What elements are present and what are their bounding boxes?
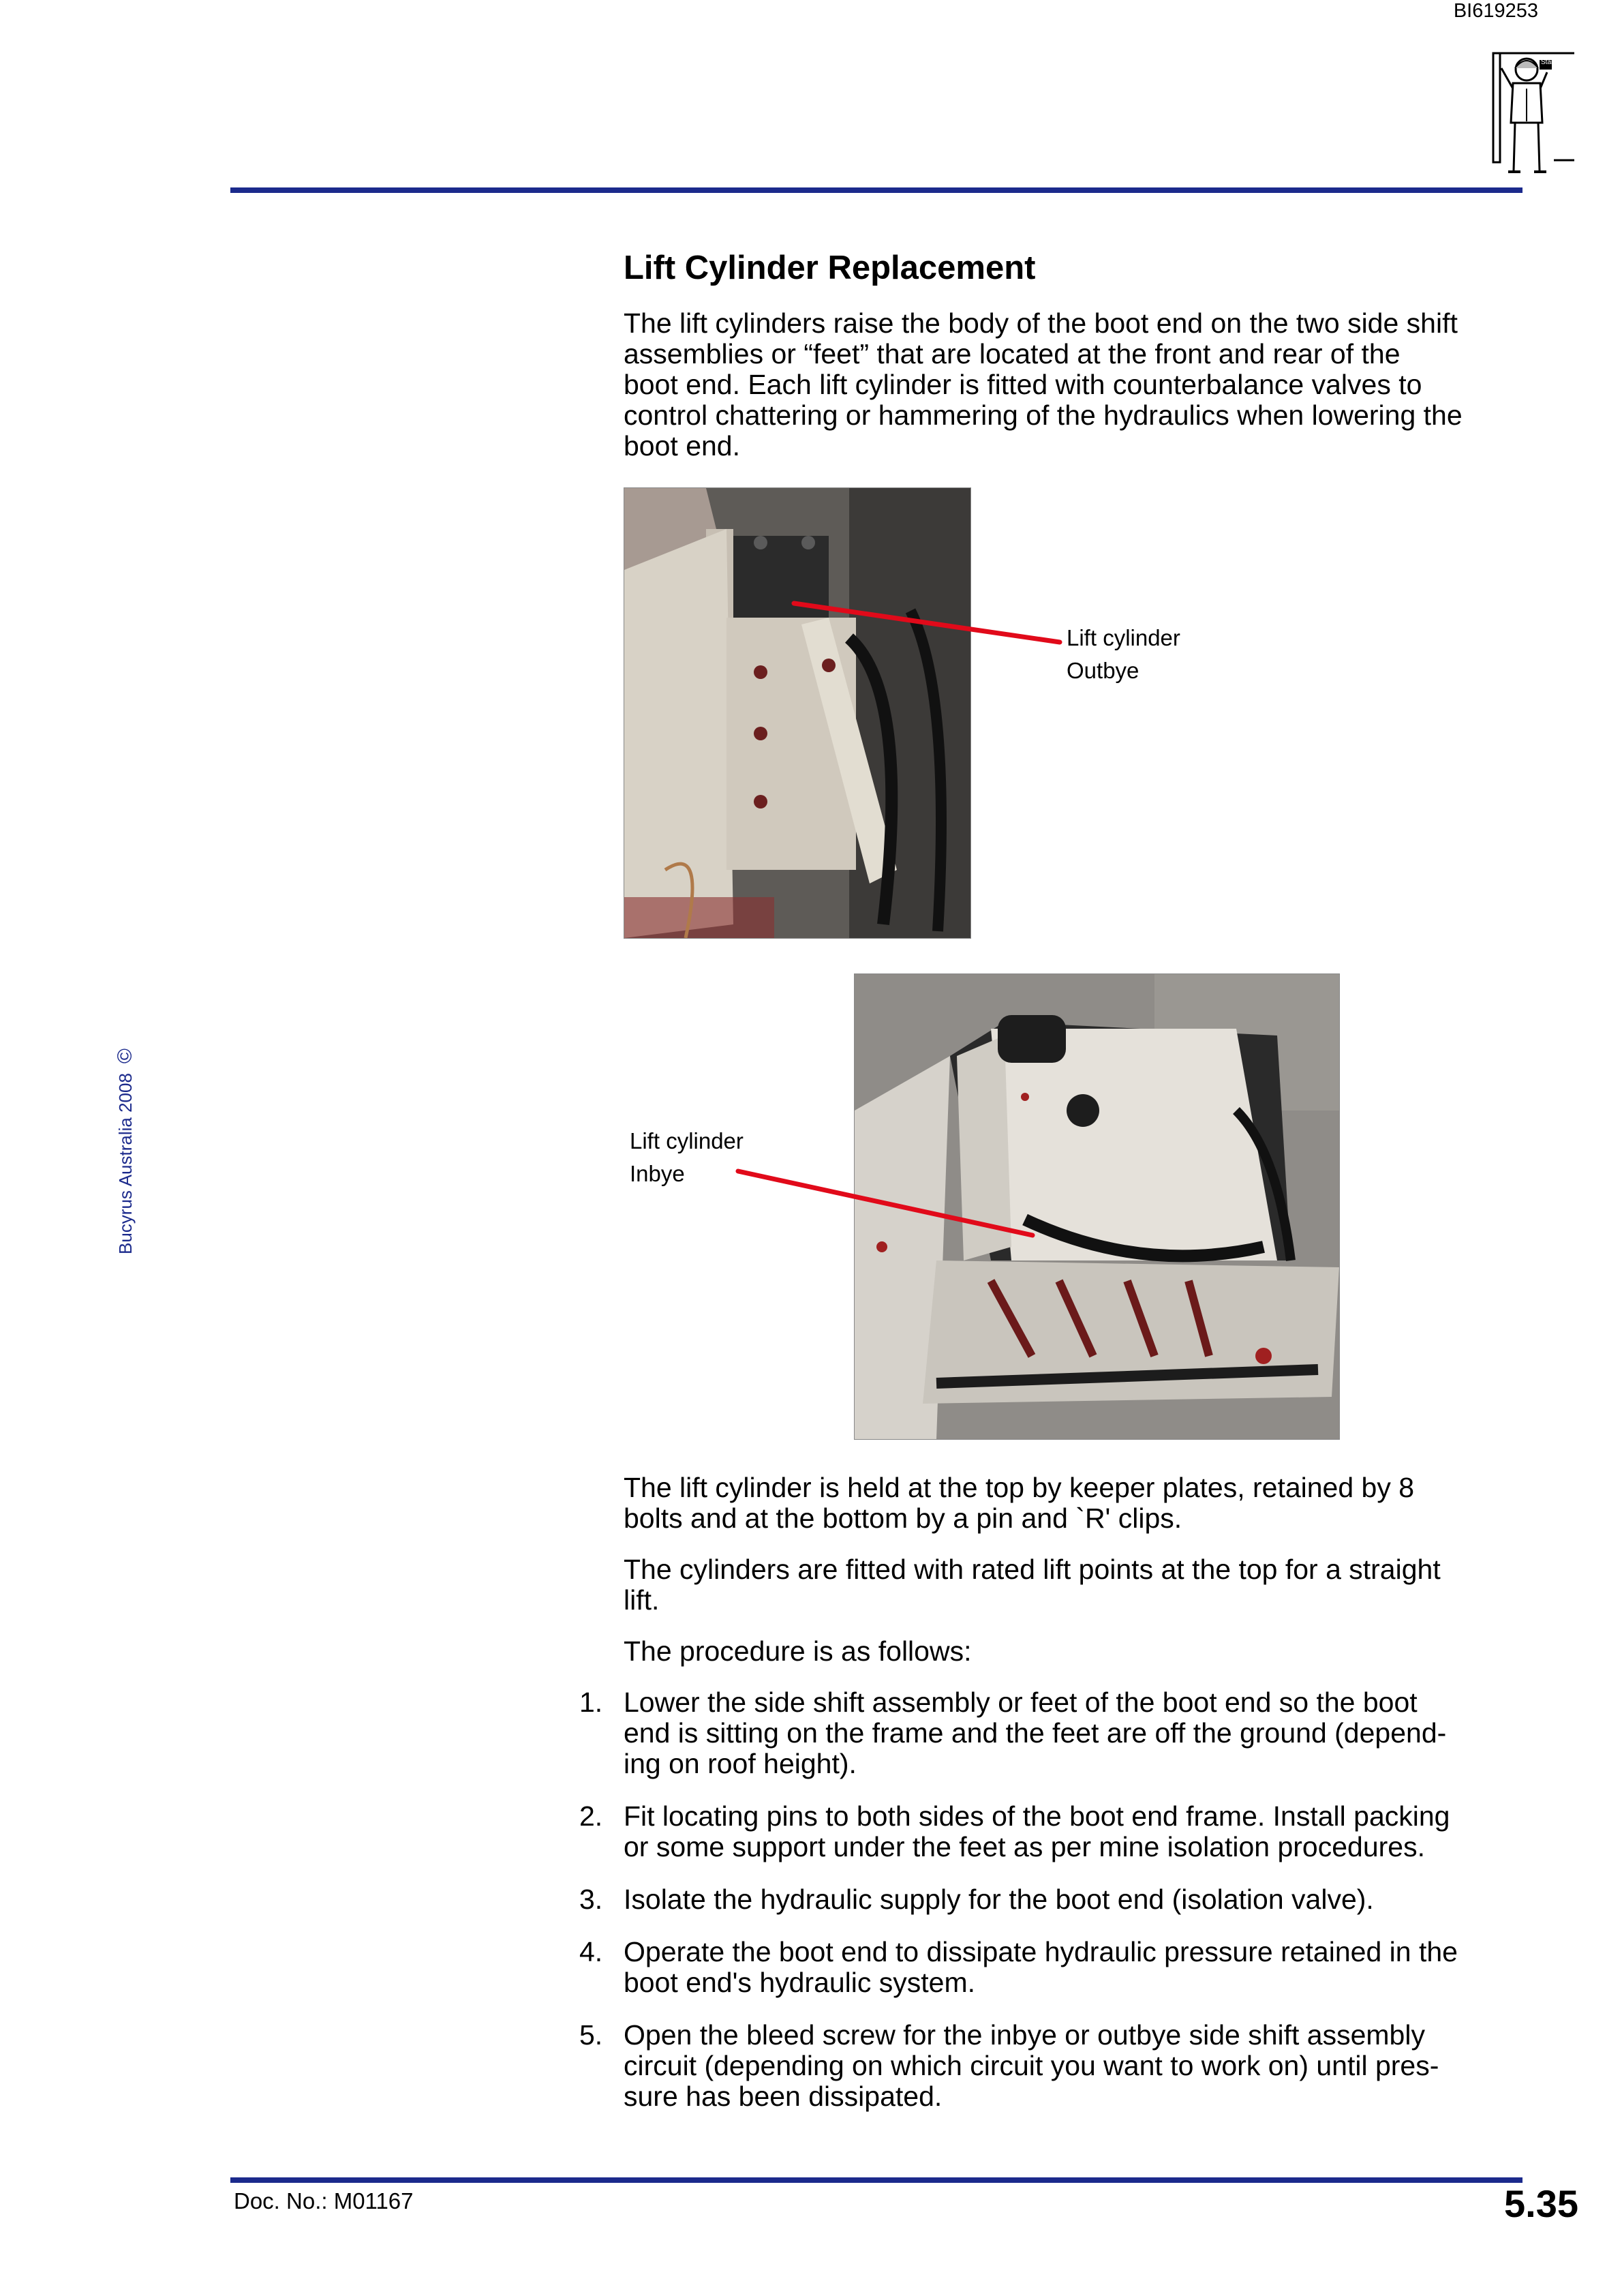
footer-rule (230, 2177, 1522, 2183)
document-number: Doc. No.: M01167 (234, 2188, 414, 2214)
page-number: 5.35 (1504, 2182, 1578, 2225)
step-number: 2. (579, 1800, 603, 1832)
page-title: Lift Cylinder Replacement (624, 250, 1036, 286)
label-line: Inbye (630, 1161, 685, 1186)
copyright-text: Bucyrus Australia 2008 (115, 1073, 136, 1254)
step-line: Fit locating pins to both sides of the boot end frame. Install packing (624, 1800, 1450, 1832)
intro-paragraph (624, 308, 1463, 462)
list-item (579, 1937, 1527, 1998)
copyright-symbol: © (114, 1048, 136, 1064)
callout-line-inbye (733, 1166, 1039, 1244)
para-line: The lift cylinder is held at the top by keeper plates, retained by 8 (624, 1472, 1415, 1503)
procedure-intro: The procedure is as follows: (624, 1635, 972, 1667)
document-code: BI619253 (1453, 0, 1538, 22)
list-item (579, 1884, 1527, 1915)
intro-line: The lift cylinders raise the body of the boot end on the two side shift (624, 307, 1458, 339)
step-number: 4. (579, 1936, 603, 1967)
photo-outbye-lift-cylinder (624, 487, 971, 939)
step-line: boot end's hydraulic system. (624, 1967, 976, 1998)
callout-line-outbye (791, 600, 1063, 651)
header-rule (230, 187, 1522, 193)
label-inbye (630, 1125, 744, 1190)
para-line: bolts and at the bottom by a pin and `R' clips. (624, 1502, 1182, 1534)
label-line: Lift cylinder (630, 1128, 744, 1153)
worker-start-icon (1489, 48, 1578, 184)
start-label: Start (1541, 59, 1556, 66)
step-line: end is sitting on the frame and the feet are off the ground (depend- (624, 1717, 1447, 1749)
step-line: or some support under the feet as per mine isolation procedures. (624, 1831, 1425, 1862)
step-line: Operate the boot end to dissipate hydraulic pressure retained in the (624, 1936, 1458, 1967)
step-number: 3. (579, 1884, 603, 1915)
keeper-plates-paragraph (624, 1472, 1414, 1534)
step-line: sure has been dissipated. (624, 2081, 943, 2112)
step-line: circuit (depending on which circuit you want to work on) until pres- (624, 2050, 1439, 2081)
step-line: Isolate the hydraulic supply for the boot end (isolation valve). (624, 1884, 1374, 1915)
intro-line: boot end. Each lift cylinder is fitted with counterbalance valves to (624, 369, 1422, 400)
step-number: 1. (579, 1687, 603, 1718)
step-line: Lower the side shift assembly or feet of the boot end so the boot (624, 1687, 1418, 1718)
intro-line: control chattering or hammering of the hydraulics when lowering the (624, 399, 1463, 431)
list-item (579, 1687, 1527, 1779)
label-line: Outbye (1067, 658, 1139, 683)
label-line: Lift cylinder (1067, 625, 1180, 650)
intro-line: assemblies or “feet” that are located at the front and rear of the (624, 338, 1401, 369)
step-line: Open the bleed screw for the inbye or outbye side shift assembly (624, 2019, 1425, 2051)
list-item (579, 1801, 1527, 1862)
step-number: 5. (579, 2019, 603, 2051)
list-item (579, 2020, 1527, 2112)
procedure-steps (579, 1687, 1527, 2134)
lift-points-paragraph (624, 1554, 1441, 1616)
para-line: lift. (624, 1584, 660, 1616)
para-line: The cylinders are fitted with rated lift points at the top for a straight (624, 1554, 1441, 1585)
label-outbye (1067, 622, 1180, 687)
copyright-vertical (114, 1048, 137, 1254)
intro-line: boot end. (624, 430, 740, 462)
step-line: ing on roof height). (624, 1748, 857, 1779)
